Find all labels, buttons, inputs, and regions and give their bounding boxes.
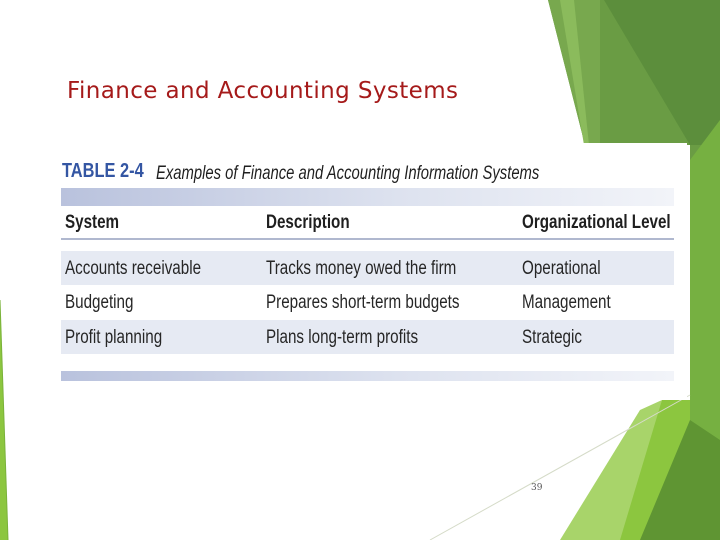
cell-level: Strategic [522, 327, 582, 348]
table-caption [62, 160, 540, 184]
table-row [61, 320, 674, 354]
header-description: Description [266, 212, 350, 233]
cell-level: Management [522, 292, 611, 313]
cell-level: Operational [522, 258, 601, 279]
table-top-rule [61, 188, 674, 206]
cell-system: Budgeting [65, 292, 134, 313]
header-organizational-level: Organizational Level [522, 212, 671, 233]
table-bottom-rule [61, 371, 674, 381]
header-system: System [65, 212, 120, 233]
cell-description: Prepares short-term budgets [266, 292, 460, 313]
table-number: TABLE 2-4 [62, 160, 144, 182]
cell-description: Tracks money owed the firm [266, 258, 457, 279]
slide-title: Finance and Accounting Systems [67, 78, 459, 104]
table-title: Examples of Finance and Accounting Information Systems [156, 163, 540, 184]
header-divider [61, 238, 674, 240]
table-row [61, 251, 674, 285]
cell-description: Plans long-term profits [266, 327, 419, 348]
page-number: 39 [531, 483, 543, 493]
table-figure [55, 143, 687, 400]
cell-system: Accounts receivable [65, 258, 202, 279]
table-header-row [61, 206, 674, 238]
cell-system: Profit planning [65, 327, 163, 348]
table-row [61, 285, 674, 319]
